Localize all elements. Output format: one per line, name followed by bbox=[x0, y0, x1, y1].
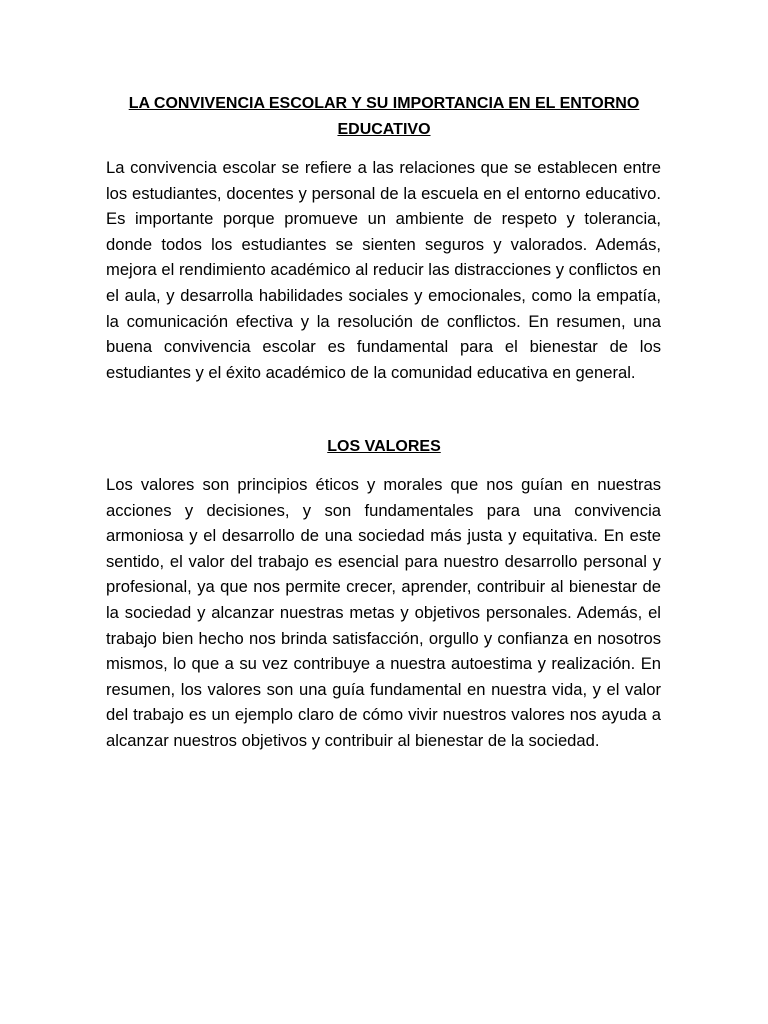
values-paragraph: Los valores son principios éticos y morales que nos guían en nuestras acciones y decisiones, y son fundamentales para una convivencia armoniosa y el desarrollo de una sociedad más justa y equitativa. En este sentido, el valor del trabajo es esencial para nuestro desarrollo personal y profesional, ya que nos permite crecer, aprender, contribuir al bienestar de la sociedad y alcanzar nuestras metas y objetivos personales. Además, el trabajo bien hecho nos brinda satisfacción, orgullo y confianza en nosotros mismos, lo que a su vez contribuye a nuestra autoestima y realización. En resumen, los valores son una guía fundamental en nuestra vida, y el valor del trabajo es un ejemplo claro de cómo vivir nuestros valores nos ayuda a alcanzar nuestros objetivos y contribuir al bienestar de la sociedad. bbox=[106, 475, 661, 750]
document-title: LA CONVIVENCIA ESCOLAR Y SU IMPORTANCIA EN EL ENTORNO EDUCATIVO bbox=[128, 95, 640, 138]
section-heading-values: LOS VALORES bbox=[327, 438, 441, 455]
intro-paragraph: La convivencia escolar se refiere a las relaciones que se establecen entre los estudiantes, docentes y personal de la escuela en el entorno educativo. Es importante porque promueve un ambiente de respeto y tolerancia, donde todos los estudiantes se sienten seguros y valorados. Además, mejora el rendimiento académico al reducir las distracciones y conflictos en el aula, y desarrolla habilidades sociales y emocionales, como la empatía, la comunicación efectiva y la resolución de conflictos. En resumen, una buena convivencia escolar es fundamental para el bienestar de los estudiantes y el éxito académico de la comunidad educativa en general. bbox=[106, 158, 661, 382]
